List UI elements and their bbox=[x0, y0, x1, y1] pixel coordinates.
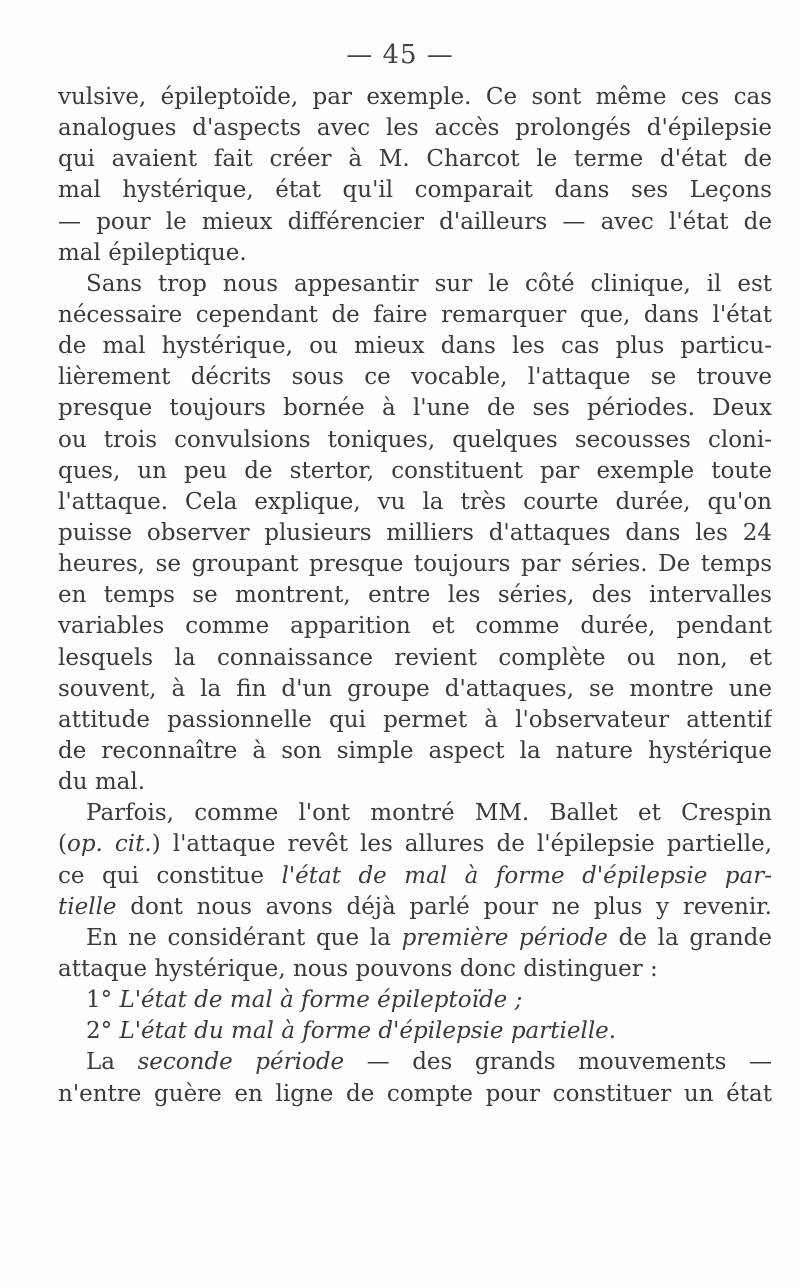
italic-text: L'état du mal à forme d'épilepsie partielle. bbox=[119, 1018, 617, 1045]
text-line bbox=[58, 549, 772, 580]
italic-text: première période bbox=[401, 924, 608, 951]
text-segment: Parfois, comme l'ont montré MM. Ballet et Crespin bbox=[86, 800, 772, 827]
text-segment: ) l'attaque revêt les allures de l'épilepsie partielle, bbox=[151, 831, 772, 858]
text-line bbox=[58, 1047, 772, 1078]
text-segment: attitude passionnelle qui permet à l'observateur attentif bbox=[58, 706, 772, 733]
text-line bbox=[58, 238, 772, 269]
italic-text: tielle bbox=[58, 893, 117, 920]
italic-text: l'état de mal à forme d'épilepsie par- bbox=[281, 862, 772, 889]
text-segment: mal épileptique. bbox=[58, 239, 247, 266]
text-segment: lesquels la connaissance revient complète ou non, et bbox=[58, 644, 772, 671]
text-line bbox=[58, 643, 772, 674]
text-segment: vulsive, épileptoïde, par exemple. Ce sont même ces cas bbox=[58, 84, 772, 110]
text-segment: l'attaque. Cela explique, vu la très courte durée, qu'on bbox=[58, 488, 772, 515]
text-line bbox=[58, 487, 772, 518]
text-segment: ques, un peu de stertor, constituent par exemple toute bbox=[58, 457, 772, 484]
text-segment: de mal hystérique, ou mieux dans les cas plus particu- bbox=[58, 333, 772, 360]
text-line bbox=[58, 892, 772, 923]
text-segment: lièrement décrits sous ce vocable, l'attaque se trouve bbox=[58, 364, 772, 391]
text-line bbox=[58, 798, 772, 829]
text-segment: en temps se montrent, entre les séries, des intervalles bbox=[58, 582, 772, 609]
text-line bbox=[58, 954, 772, 985]
page-number: — 45 — bbox=[346, 40, 454, 70]
text-segment: — pour le mieux différencier d'ailleurs — avec l'état de bbox=[58, 208, 772, 235]
italic-text: L'état de mal à forme épileptoïde ; bbox=[119, 987, 523, 1014]
text-line bbox=[58, 1079, 772, 1110]
text-line bbox=[58, 580, 772, 611]
text-segment: 2° bbox=[86, 1018, 120, 1045]
text-segment: qui avaient fait créer à M. Charcot le terme d'état de bbox=[58, 146, 772, 173]
text-line bbox=[58, 705, 772, 736]
text-segment: La bbox=[86, 1049, 138, 1076]
text-segment: souvent, à la fin d'un groupe d'attaques, se montre une bbox=[58, 675, 772, 702]
text-segment: attaque hystérique, nous pouvons donc distinguer : bbox=[58, 955, 658, 982]
text-line bbox=[58, 518, 772, 549]
text-line bbox=[58, 736, 772, 767]
text-segment: de reconnaître à son simple aspect la nature hystérique bbox=[58, 737, 772, 764]
text-line bbox=[58, 175, 772, 206]
text-line bbox=[58, 82, 772, 113]
text-line bbox=[58, 674, 772, 705]
italic-text: seconde période bbox=[137, 1049, 345, 1076]
text-segment: mal hystérique, état qu'il comparait dans ses Leçons bbox=[58, 177, 772, 204]
text-line bbox=[58, 985, 772, 1016]
text-line bbox=[58, 829, 772, 860]
text-segment: ce qui constitue bbox=[58, 862, 282, 889]
text-line bbox=[58, 425, 772, 456]
text-segment: En ne considérant que la bbox=[86, 924, 402, 951]
text-segment: variables comme apparition et comme durée, pendant bbox=[58, 613, 772, 640]
text-segment: nécessaire cependant de faire remarquer que, dans l'état bbox=[58, 301, 772, 328]
text-segment: analogues d'aspects avec les accès prolongés d'épilepsie bbox=[58, 115, 772, 142]
text-segment: ( bbox=[58, 831, 67, 858]
text-line bbox=[58, 113, 772, 144]
text-line bbox=[58, 923, 772, 954]
text-segment: du mal. bbox=[58, 769, 146, 796]
text-segment: presque toujours bornée à l'une de ses périodes. Deux bbox=[58, 395, 772, 422]
text-line bbox=[58, 144, 772, 175]
text-segment: — des grands mouvements — bbox=[344, 1049, 772, 1076]
text-segment: 1° bbox=[86, 987, 120, 1014]
text-line bbox=[58, 207, 772, 238]
text-segment: n'entre guère en ligne de compte pour constituer un état bbox=[58, 1080, 772, 1107]
text-line bbox=[58, 331, 772, 362]
text-line bbox=[58, 269, 772, 300]
text-segment: puisse observer plusieurs milliers d'attaques dans les 24 bbox=[58, 519, 772, 546]
text-line bbox=[58, 393, 772, 424]
text-segment: ou trois convulsions toniques, quelques secousses cloni- bbox=[58, 426, 772, 453]
text-segment: de la grande bbox=[607, 924, 772, 951]
text-line bbox=[58, 300, 772, 331]
body-text bbox=[58, 82, 772, 1110]
text-segment: Sans trop nous appesantir sur le côté clinique, il est bbox=[86, 270, 772, 297]
text-line bbox=[58, 456, 772, 487]
text-segment: dont nous avons déjà parlé pour ne plus y revenir. bbox=[116, 893, 772, 920]
text-line bbox=[58, 767, 772, 798]
text-line bbox=[58, 362, 772, 393]
text-line bbox=[58, 1016, 772, 1047]
italic-text: op. cit. bbox=[66, 831, 152, 858]
text-segment: heures, se groupant presque toujours par séries. De temps bbox=[58, 551, 772, 578]
text-line bbox=[58, 611, 772, 642]
text-line bbox=[58, 861, 772, 892]
